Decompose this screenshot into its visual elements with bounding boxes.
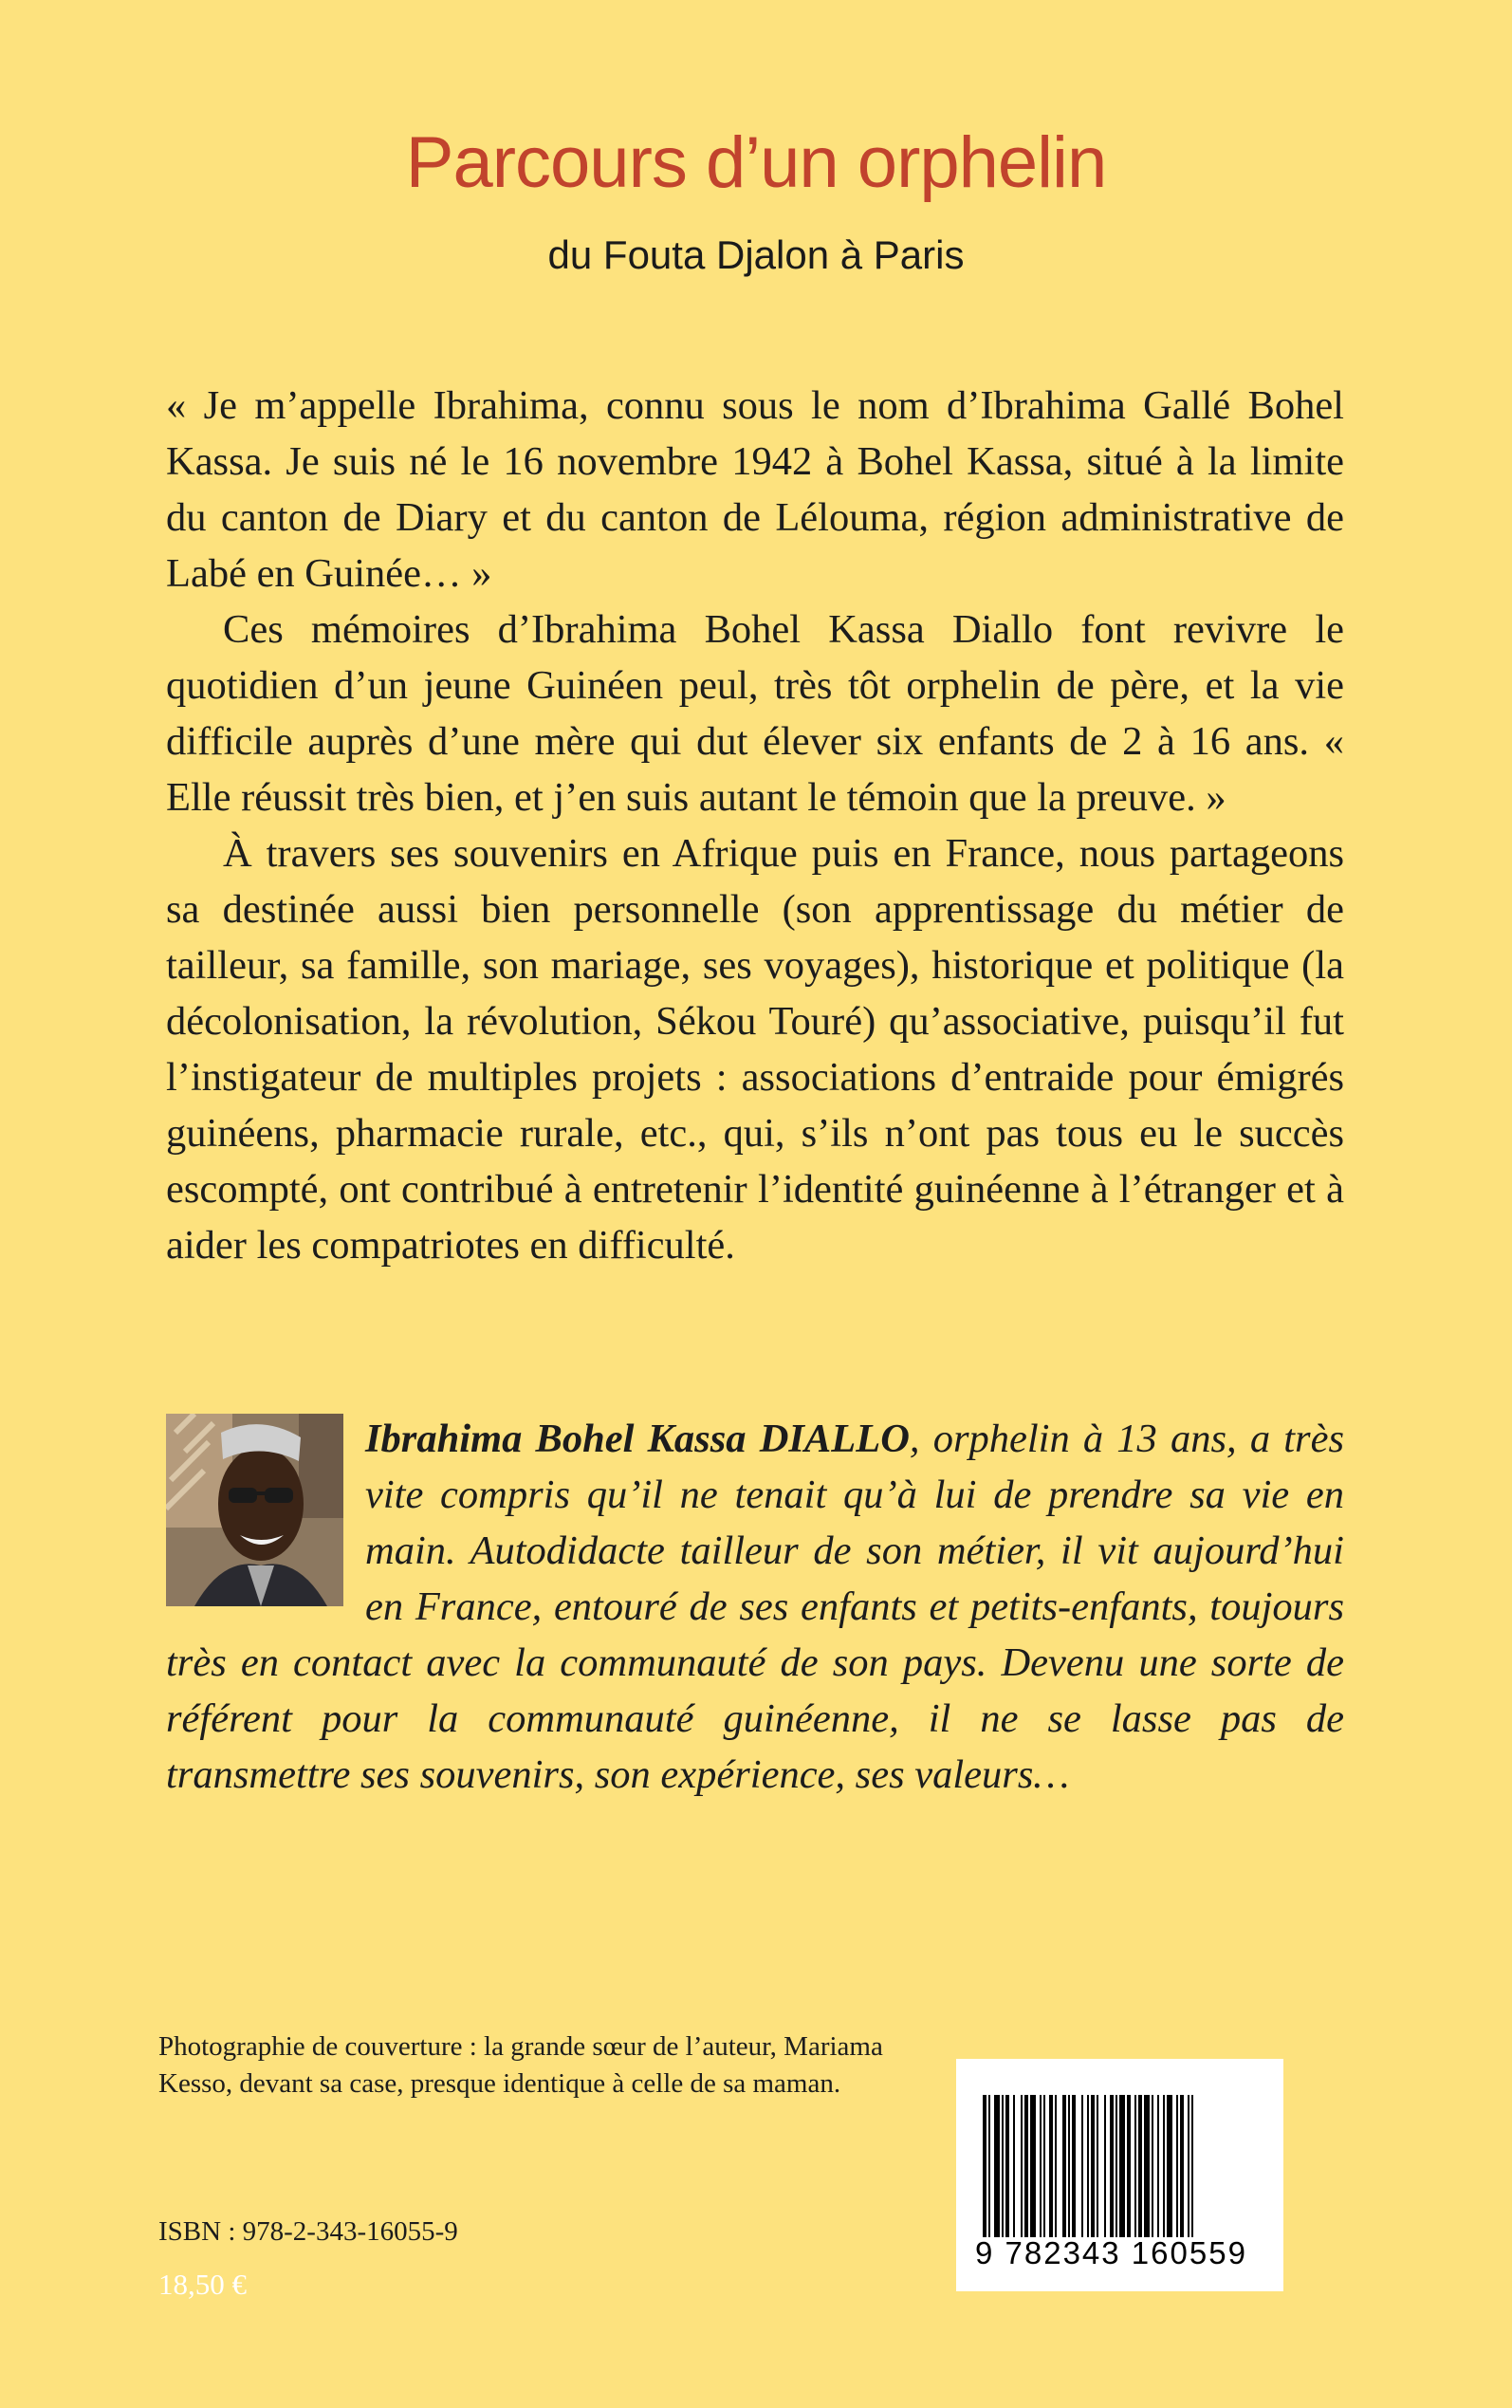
book-subtitle: du Fouta Djalon à Paris xyxy=(547,232,965,277)
blurb-paragraph-2: Ces mémoires d’Ibrahima Bohel Kassa Diallo font revivre le quotidien d’un jeune Guinéen peul, très tôt orphelin de père, et la vie difficile auprès d’une mère qui dut élever six enfants de 2 à 16 ans. « Elle réussit très bien, et j’en suis autant le témoin que la preuve. » xyxy=(166,607,1344,820)
author-bio-text: , orphelin à 13 ans, a très vite compris qu’il ne tenait qu’à lui de prendre sa vie en main. Autodidacte tailleur de son métier, il vit aujourd’hui en France, entouré de ses enfants et petits-enfants, toujours très en contact avec la communauté de son pays. Devenu une sorte de référent pour la communauté guinéenne, il ne se lasse pas de transmettre ses souvenirs, son expérience, ses valeurs… xyxy=(166,1417,1345,1797)
back-cover-blurb xyxy=(166,378,1344,1273)
barcode-digits: 9 782343 160559 xyxy=(975,2235,1247,2270)
book-title: Parcours d’un orphelin xyxy=(405,122,1107,203)
cover-photo-credit: Photographie de couverture : la grande sœur de l’auteur, Mariama Kesso, devant sa case, presque identique à celle de sa maman. xyxy=(158,2031,883,2099)
isbn: ISBN : 978-2-343-16055-9 xyxy=(158,2216,458,2247)
barcode-bars xyxy=(983,2095,1258,2237)
blurb-paragraph-3: À travers ses souvenirs en Afrique puis en France, nous partageons sa destinée aussi bien personnelle (son apprentissage du métier de tailleur, sa famille, son mariage, ses voyages), historique et politique (la décolonisation, la révolution, Sékou Touré) qu’associative, puisqu’il fut l’instigateur de multiples projets : associations d’entraide pour émigrés guinéens, pharmacie rurale, etc., qui, s’ils n’ont pas tous eu le succès escompté, ont contribué à entretenir l’identité guinéenne à l’étranger et à aider les compatriotes en difficulté. xyxy=(166,831,1344,1268)
blurb-paragraph-1: « Je m’appelle Ibrahima, connu sous le nom d’Ibrahima Gallé Bohel Kassa. Je suis né le 16 novembre 1942 à Bohel Kassa, situé à la limite du canton de Diary et du canton de Lélouma, région administrative de Labé en Guinée… » xyxy=(166,383,1344,596)
barcode xyxy=(956,2059,1283,2291)
author-name: Ibrahima Bohel Kassa DIALLO xyxy=(365,1417,910,1461)
author-photo xyxy=(166,1414,343,1606)
price: 18,50 € xyxy=(158,2268,247,2301)
